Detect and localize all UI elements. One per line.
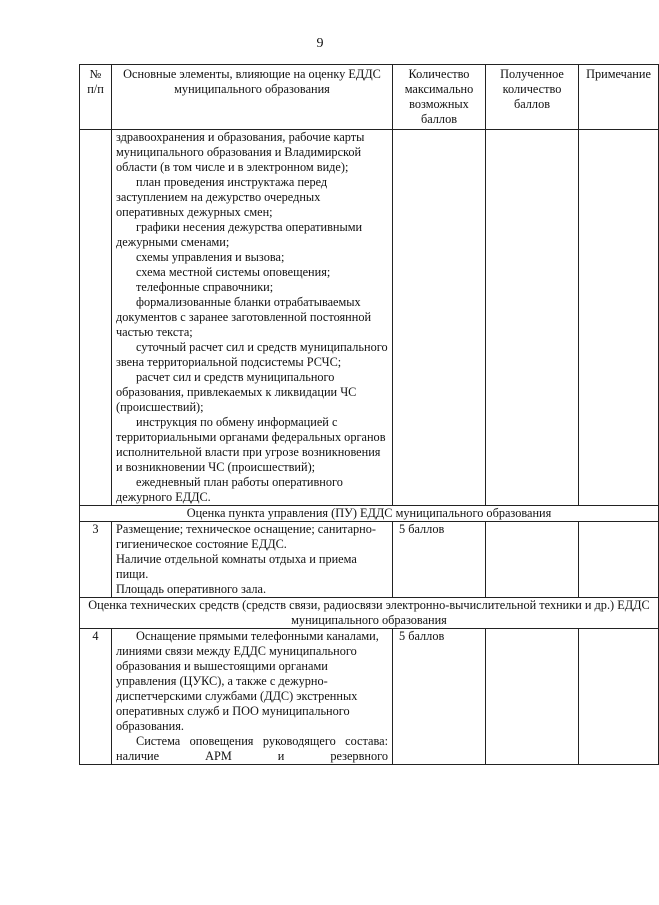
row-max-score: 5 баллов — [393, 629, 486, 765]
evaluation-table — [79, 64, 659, 765]
header-max-score: Количество максимально возможных баллов — [393, 65, 486, 130]
row-elements — [112, 522, 393, 598]
header-received-score: Полученное количество баллов — [486, 65, 579, 130]
page-number: 9 — [316, 36, 324, 51]
section-title: Оценка технических средств (средств связи, радиосвязи электронно-вычислительной техники и др.) ЕДДС муниципального образования — [80, 598, 659, 629]
list-item: план проведения инструктажа перед заступлением на дежурство очередных оперативных дежурных смен; — [116, 175, 328, 219]
header-note: Примечание — [579, 65, 659, 130]
list-item: ежедневный план работы оперативного дежурного ЕДДС. — [116, 475, 343, 504]
list-item: Система оповещения руководящего состава: наличие АРМ и резервного — [116, 734, 388, 763]
list-item: инструкция по обмену информацией с территориальными органами федеральных органов исполнительной власти при угрозе возникновения и возникновении ЧС (происшествий); — [116, 415, 386, 474]
list-item: Площадь оперативного зала. — [116, 582, 267, 596]
section-header-pu — [80, 506, 659, 522]
header-num: № п/п — [80, 65, 112, 130]
row-max-score: 5 баллов — [393, 522, 486, 598]
table-header-row — [80, 65, 659, 130]
section-header-tech — [80, 598, 659, 629]
table-row — [80, 629, 659, 765]
list-item: телефонные справочники; — [136, 280, 274, 294]
list-item: Размещение; техническое оснащение; санитарно-гигиеническое состояние ЕДДС. — [116, 522, 376, 551]
list-item: расчет сил и средств муниципального образования, привлекаемых к ликвидации ЧС (происшествий); — [116, 370, 357, 414]
list-item: суточный расчет сил и средств муниципального звена территориальной подсистемы РСЧС; — [116, 340, 388, 369]
list-item: здравоохранения и образования, рабочие карты муниципального образования и Владимирской области (в том числе и в электронном виде); — [116, 130, 365, 174]
continuation-cell — [112, 130, 393, 506]
row-number: 3 — [80, 522, 112, 598]
list-item: формализованные бланки отрабатываемых документов с заранее заготовленной постоянной частью текста; — [116, 295, 372, 339]
row-number: 4 — [80, 629, 112, 765]
list-item: графики несения дежурства оперативными дежурными сменами; — [116, 220, 363, 249]
list-item: Наличие отдельной комнаты отдыха и приема пищи. — [116, 552, 357, 581]
list-item: схема местной системы оповещения; — [136, 265, 331, 279]
list-item: Оснащение прямыми телефонными каналами, линиями связи между ЕДДС муниципального образования и вышестоящими органами управления (ЦУКС), а также с дежурно-диспетчерскими службами (ДДС) экстренных оперативных служб и ПОО муниципального образования. — [116, 629, 379, 733]
header-elements: Основные элементы, влияющие на оценку ЕДДС муниципального образования — [112, 65, 393, 130]
row-elements — [112, 629, 393, 765]
list-item: схемы управления и вызова; — [136, 250, 285, 264]
section-title: Оценка пункта управления (ПУ) ЕДДС муниципального образования — [80, 506, 659, 522]
table-row — [80, 522, 659, 598]
table-row — [80, 130, 659, 506]
